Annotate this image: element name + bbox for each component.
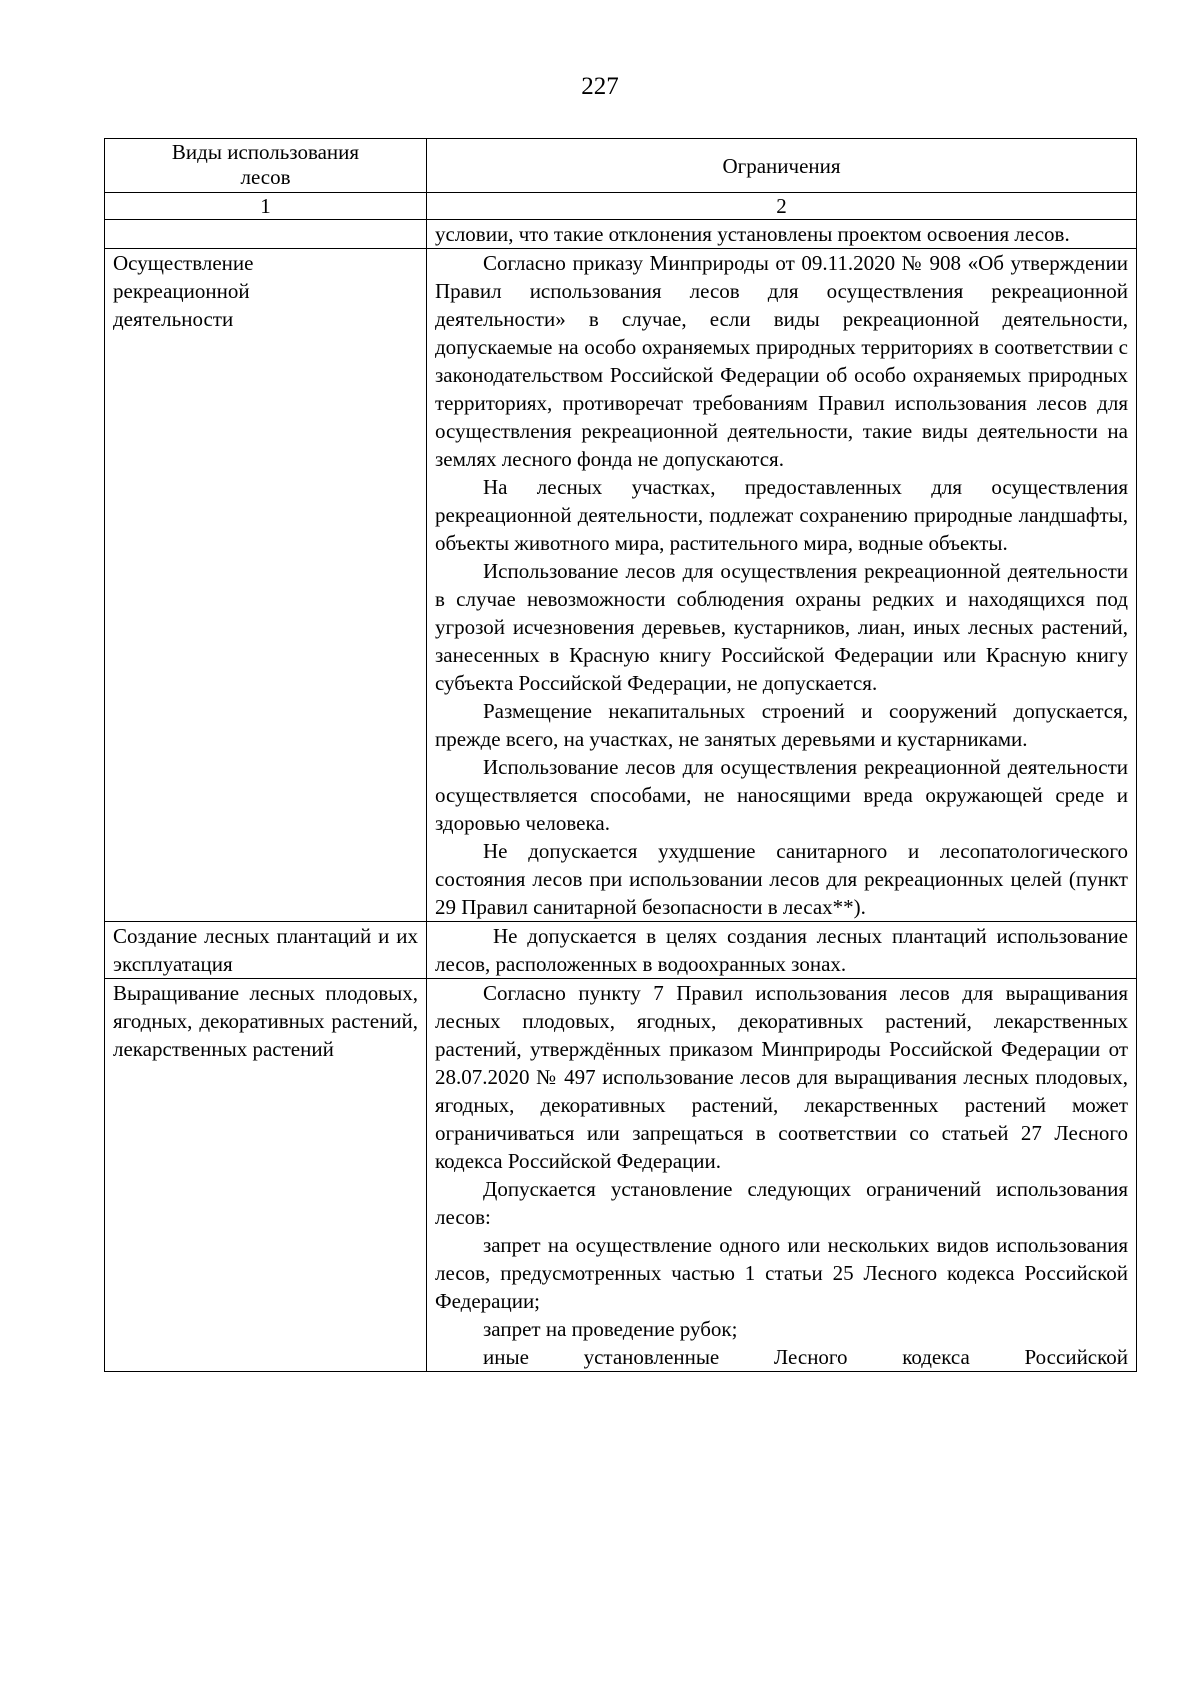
table-row — [105, 922, 1137, 979]
restriction-paragraph: запрет на проведение рубок; — [483, 1317, 738, 1341]
restrictions-table — [104, 138, 1137, 1372]
row-restrictions-cell — [427, 922, 1137, 979]
row-restrictions-cell — [427, 979, 1137, 1372]
restriction-paragraph: Использование лесов для осуществления рекреационной деятельности в случае невозможности соблюдения охраны редких и находящихся под угрозой исчезновения деревьев, кустарников, лиан, иных лесных растений, занесенных в Красную книгу Российской Федерации или Красную книгу субъекта Российской Федерации, не допускается. — [435, 559, 1128, 695]
restriction-paragraph: иные установленные Лесного кодекса Российской — [483, 1345, 1128, 1369]
row-type-label: Создание лесных плантаций и их эксплуатация — [113, 924, 418, 976]
restriction-paragraph: Допускается установление следующих ограничений использования лесов: — [435, 1177, 1128, 1229]
row-restrictions-cell — [427, 249, 1137, 922]
table-row — [105, 979, 1137, 1372]
row-type-cell — [105, 220, 427, 249]
row-type-label: Осуществление рекреационной деятельности — [113, 251, 254, 331]
table-row — [105, 249, 1137, 922]
restriction-paragraph: Не допускается ухудшение санитарного и лесопатологического состояния лесов при использовании лесов для рекреационных целей (пункт 29 Правил санитарной безопасности в лесах**). — [435, 839, 1128, 919]
header-forest-use-types: Виды использования лесов — [105, 139, 427, 193]
restriction-paragraph: Согласно пункту 7 Правил использования лесов для выращивания лесных плодовых, ягодных, декоративных растений, лекарственных растений, утверждённых приказом Минприроды Российской Федерации от 28.07.2020 № 497 использование лесов для выращивания лесных плодовых, ягодных, декоративных растений, лекарственных растений может ограничиваться или запрещаться в соответствии со статьей 27 Лесного кодекса Российской Федерации. — [435, 981, 1128, 1173]
restriction-paragraph: Согласно приказу Минприроды от 09.11.2020 № 908 «Об утверждении Правил использования лесов для осуществления рекреационной деятельности» в случае, если виды рекреационной деятельности, допускаемые на особо охраняемых природных территориях в соответствии с законодательством Российской Федерации об особо охраняемых природных территориях, противоречат требованиям Правил использования лесов для осуществления рекреационной деятельности, такие виды деятельности на землях лесного фонда не допускаются. — [435, 251, 1128, 471]
table-column-numbers-row — [105, 193, 1137, 220]
column-number-1: 1 — [105, 193, 427, 220]
table-row — [105, 220, 1137, 249]
restriction-paragraph: условии, что такие отклонения установлены проектом освоения лесов. — [435, 222, 1070, 246]
table-header-row — [105, 139, 1137, 193]
row-type-cell — [105, 249, 427, 922]
column-number-2: 2 — [427, 193, 1137, 220]
restriction-paragraph: Размещение некапитальных строений и сооружений допускается, прежде всего, на участках, не занятых деревьями и кустарниками. — [435, 699, 1128, 751]
restriction-paragraph: Не допускается в целях создания лесных плантаций использование лесов, расположенных в водоохранных зонах. — [435, 924, 1128, 976]
restriction-paragraph: Использование лесов для осуществления рекреационной деятельности осуществляется способами, не наносящими вреда окружающей среде и здоровью человека. — [435, 755, 1128, 835]
row-type-cell — [105, 979, 427, 1372]
page-number: 227 — [581, 73, 619, 100]
restriction-paragraph: На лесных участках, предоставленных для осуществления рекреационной деятельности, подлежат сохранению природные ландшафты, объекты животного мира, растительного мира, водные объекты. — [435, 475, 1128, 555]
row-type-cell — [105, 922, 427, 979]
row-restrictions-cell — [427, 220, 1137, 249]
restriction-paragraph: запрет на осуществление одного или нескольких видов использования лесов, предусмотренных частью 1 статьи 25 Лесного кодекса Российской Федерации; — [435, 1233, 1128, 1313]
header-restrictions: Ограничения — [427, 139, 1137, 193]
row-type-label: Выращивание лесных плодовых, ягодных, декоративных растений, лекарственных растений — [113, 981, 418, 1061]
